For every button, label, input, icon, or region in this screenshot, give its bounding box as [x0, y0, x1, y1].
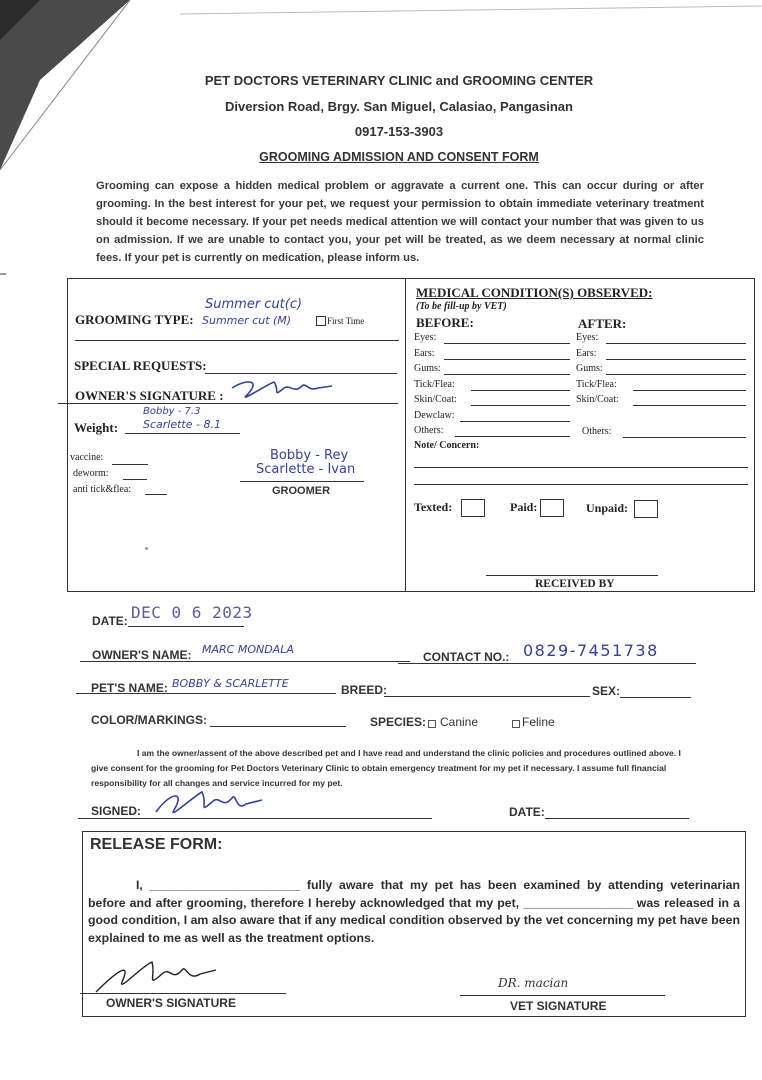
before-label: BEFORE: — [416, 315, 474, 330]
after-item-label: Others: — [582, 426, 612, 437]
contact-value: 0829-7451738 — [523, 641, 659, 660]
grooming-type-label: GROOMING TYPE: — [75, 312, 194, 327]
date2-line — [545, 818, 689, 819]
color-label: COLOR/MARKINGS: — [91, 713, 207, 727]
before-item-line[interactable] — [444, 374, 571, 375]
breed-label: BREED: — [341, 683, 388, 697]
anti-tick-label: anti tick&flea: — [73, 484, 132, 495]
anti-tick-line — [145, 494, 167, 495]
before-item-line[interactable] — [444, 343, 571, 344]
grooming-type-value-1: Summer cut(c) — [205, 297, 303, 312]
before-item-label: Eyes: — [414, 332, 437, 343]
unpaid-checkbox[interactable] — [634, 500, 658, 518]
contact-label: CONTACT NO.: — [423, 650, 510, 664]
before-item-label: Gums: — [414, 363, 441, 374]
after-item-label: Tick/Flea: — [576, 378, 617, 390]
groomer-value-2: Scarlette - Ivan — [256, 462, 356, 477]
after-item-label: Ears: — [576, 347, 597, 359]
color-line — [210, 726, 346, 727]
after-item-label: Eyes: — [576, 332, 599, 343]
medical-subtitle: (To be fill-up by VET) — [416, 301, 507, 312]
signed-scribble — [150, 784, 270, 824]
release-paragraph: I, ______________________ fully aware that my pet has been examined by attending veterinarian before and after grooming, therefore I hereby acknowledged that my pet, ________________ was released in a good condition, I am also aware that if any medical condition observed by the vet concerning my pet have been explained to me as well as the treatment options. — [88, 878, 740, 945]
after-item-line[interactable] — [633, 405, 746, 406]
feline-label: Feline — [522, 715, 555, 729]
special-requests-line — [205, 373, 397, 374]
owner-name-value: MARC MONDALA — [202, 643, 294, 656]
pet-name-label: PET'S NAME: — [91, 681, 168, 695]
owner-sig-line — [80, 993, 286, 994]
after-item-line[interactable] — [606, 374, 747, 375]
release-title: RELEASE FORM: — [90, 836, 223, 853]
note-line-2 — [414, 484, 748, 485]
first-time-checkbox[interactable] — [316, 316, 326, 326]
vaccine-label: vaccine: — [70, 452, 104, 463]
date-label: DATE: — [92, 614, 128, 628]
weight-value-1: Bobby - 7.3 — [143, 406, 201, 417]
paid-label: Paid: — [510, 500, 538, 514]
first-time-label: First Time — [327, 316, 365, 326]
date-stamp: DEC 0 6 2023 — [131, 603, 253, 622]
vet-sig-label: VET SIGNATURE — [510, 999, 607, 1013]
release-owner-scribble — [92, 952, 222, 998]
groomer-value-1: Bobby - Rey — [270, 448, 349, 463]
vet-signature-value: DR. macian — [498, 976, 569, 990]
groomer-label: GROOMER — [272, 485, 331, 497]
before-item-label: Skin/Coat: — [414, 394, 457, 405]
before-item-line[interactable] — [444, 359, 571, 360]
before-item-line[interactable] — [460, 421, 570, 422]
clinic-phone: 0917-153-3903 — [354, 124, 444, 139]
after-item-line[interactable] — [606, 343, 747, 344]
unpaid-label: Unpaid: — [586, 501, 629, 515]
medical-title: MEDICAL CONDITION(S) OBSERVED: — [416, 285, 653, 300]
signed-label: SIGNED: — [91, 804, 142, 818]
owner-sig-label: OWNER'S SIGNATURE — [106, 996, 236, 1010]
received-by-label: RECEIVED BY — [535, 578, 615, 590]
sex-label: SEX: — [592, 684, 621, 698]
owner-signature-scribble — [228, 376, 338, 404]
before-item-line[interactable] — [471, 405, 570, 406]
consent-paragraph: I am the owner/assent of the above described pet and I have read and understand the clinic policies and procedures outlined above. I give consent for the grooming for Pet Doctors Veterinary Clinic to obtain emergency treatment for my pet if necessary. I assume full financial responsibility for all changes and service incurred for my pet. — [91, 748, 681, 788]
owner-name-line — [80, 661, 410, 662]
before-item-label: Ears: — [414, 347, 435, 359]
grooming-type-line — [75, 340, 399, 341]
date2-label: DATE: — [509, 805, 545, 819]
intro-paragraph: Grooming can expose a hidden medical problem or aggravate a current one. This can occur during or after grooming. In the best interest for your pet, we request your permission to obtain immediate veterinary treatment should it become necessary. If your pet needs medical attention we will contact your number that was given to us on admission. If we are unable to contact you, your pet will be treated, as we deem necessary at normal clinic fees. If your pet is currently on medication, please inform us. — [96, 180, 704, 264]
vet-sig-line — [460, 995, 665, 996]
before-item-line[interactable] — [455, 436, 571, 437]
received-by-line — [486, 575, 658, 576]
sex-line — [620, 697, 691, 698]
owner-signature-label: OWNER'S SIGNATURE : — [75, 388, 224, 403]
deworm-label: deworm: — [73, 468, 109, 479]
after-item-line[interactable] — [633, 390, 746, 391]
texted-label: Texted: — [414, 500, 453, 514]
weight-line — [125, 433, 240, 434]
after-item-label: Gums: — [576, 363, 603, 374]
deworm-line — [123, 479, 147, 480]
scan-dot — [145, 547, 148, 550]
texted-checkbox[interactable] — [461, 499, 485, 517]
pet-name-value: BOBBY & SCARLETTE — [172, 677, 289, 690]
after-item-label: Skin/Coat: — [576, 394, 619, 405]
before-item-label: Dewclaw: — [414, 409, 455, 421]
weight-value-2: Scarlette - 8.1 — [143, 418, 221, 431]
canine-checkbox[interactable] — [428, 720, 436, 728]
canine-label: Canine — [440, 715, 479, 729]
date-line — [128, 626, 244, 627]
groomer-line — [240, 481, 364, 482]
weight-label: Weight: — [74, 420, 119, 435]
after-item-line[interactable] — [623, 437, 747, 438]
before-item-label: Others: — [414, 425, 444, 436]
box-divider — [405, 278, 406, 591]
paid-checkbox[interactable] — [540, 499, 564, 517]
clinic-address: Diversion Road, Brgy. San Miguel, Calasiao, Pangasinan — [225, 99, 573, 114]
breed-line — [384, 696, 590, 697]
grooming-type-value-2: Summer cut (M) — [202, 314, 292, 327]
before-item-label: Tick/Flea: — [414, 378, 455, 390]
contact-line — [398, 663, 696, 664]
owner-name-label: OWNER'S NAME: — [92, 648, 192, 662]
after-item-line[interactable] — [606, 359, 747, 360]
before-item-line[interactable] — [471, 390, 570, 391]
clinic-name: PET DOCTORS VETERINARY CLINIC and GROOMING CENTER — [204, 73, 594, 88]
note-line-1 — [414, 467, 748, 468]
species-label: SPECIES: — [370, 715, 427, 729]
note-label: Note/ Concern: — [414, 440, 480, 451]
vaccine-line — [112, 464, 148, 465]
form-title: GROOMING ADMISSION AND CONSENT FORM — [259, 150, 539, 164]
after-label: AFTER: — [578, 316, 627, 331]
pet-name-line — [76, 693, 336, 694]
feline-checkbox[interactable] — [512, 720, 520, 728]
special-requests-label: SPECIAL REQUESTS: — [74, 358, 207, 373]
